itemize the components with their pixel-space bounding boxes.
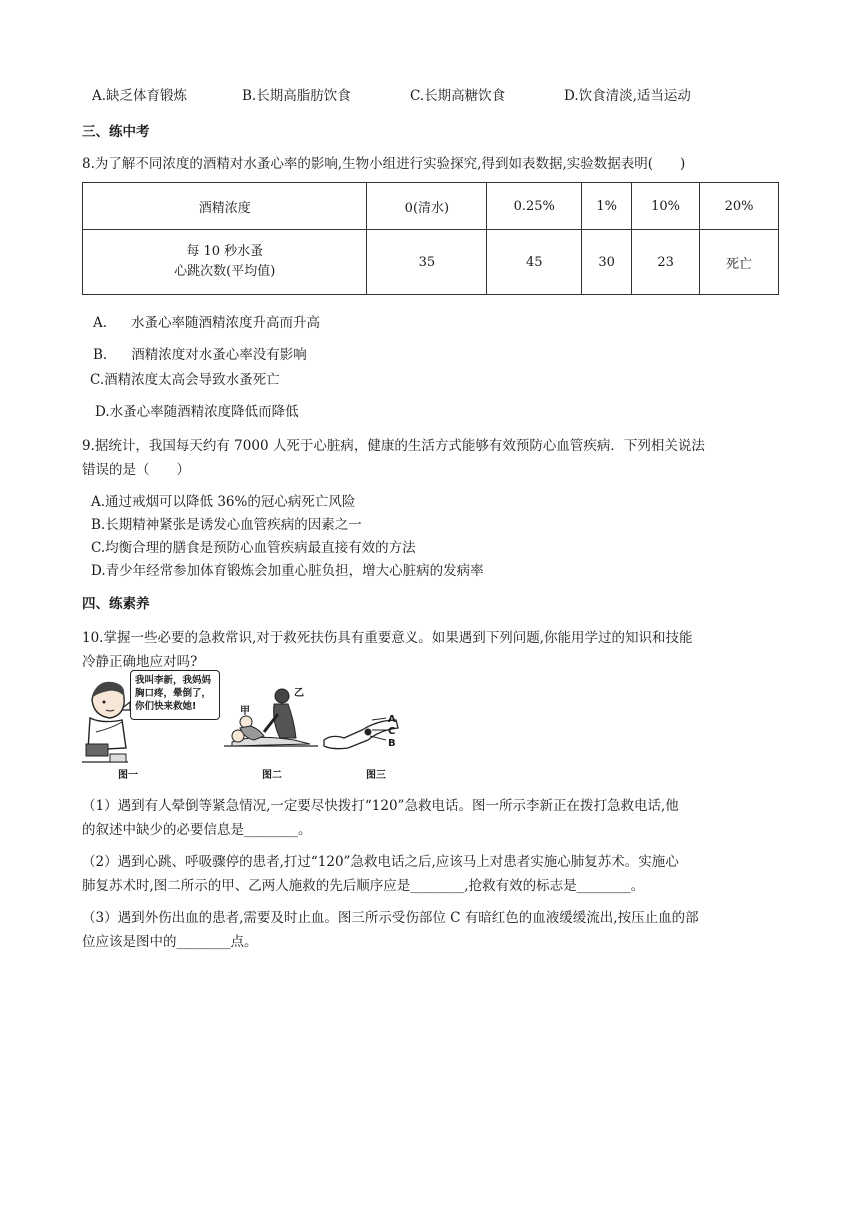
q10-part2-line2: 肺复苏术时,图二所示的甲、乙两人施救的先后顺序应是________,抢救有效的标志是________。 bbox=[82, 878, 645, 894]
option-text: 酒精浓度对水蚤心率没有影响 bbox=[131, 347, 307, 363]
table-row bbox=[83, 183, 779, 230]
q10-part3-line1: （3）遇到外伤出血的患者,需要及时止血。图三所示受伤部位 C 有暗红色的血液缓缓流出,按压止血的部 bbox=[82, 910, 699, 926]
q9-stem-line1: 9.据统计，我国每天约有 7000 人死于心脏病，健康的生活方式能够有效预防心血管疾病．下列相关说法 bbox=[82, 438, 705, 454]
label-jia: 甲 bbox=[240, 706, 250, 717]
label-b: B bbox=[388, 738, 396, 749]
q8-option-a bbox=[93, 311, 320, 331]
q8-stem: 8.为了解不同浓度的酒精对水蚤心率的影响,生物小组进行实验探究,得到如表数据,实验数据表明( ) bbox=[82, 156, 686, 172]
option-text: 水蚤心率随酒精浓度升高而升高 bbox=[131, 315, 321, 331]
q10-part2-line1: （2）遇到心跳、呼吸骤停的患者,打过“120”急救电话之后,应该马上对患者实施心肺复苏术。实施心 bbox=[82, 854, 679, 870]
table-cell: 0(清水) bbox=[367, 183, 487, 230]
q10-part1-line1: （1）遇到有人晕倒等紧急情况,一定要尽快拨打“120”急救电话。图一所示李新正在拨打急救电话,他 bbox=[82, 798, 679, 814]
section3-title: 三、练中考 bbox=[82, 124, 150, 140]
figure3-caption: 图三 bbox=[366, 770, 386, 781]
q7-option-b: B.长期高脂肪饮食 bbox=[242, 88, 351, 104]
q8-data-table bbox=[82, 182, 779, 295]
table-cell: 1% bbox=[582, 183, 632, 230]
speech-bubble: 我叫李新，我妈妈胸口疼，晕倒了，你们快来救她! bbox=[130, 670, 220, 720]
q9-stem-line2: 错误的是（ ） bbox=[82, 462, 190, 478]
q10-part3-line2: 位应该是图中的________点。 bbox=[82, 934, 258, 950]
label-c: C bbox=[388, 726, 396, 737]
q7-option-a: A.缺乏体育锻炼 bbox=[92, 88, 188, 104]
q9-option-b: B.长期精神紧张是诱发心血管疾病的因素之一 bbox=[91, 517, 362, 533]
q7-option-c: C.长期高糖饮食 bbox=[410, 88, 506, 104]
q8-option-c: C.酒精浓度太高会导致水蚤死亡 bbox=[90, 372, 280, 388]
label-line: 心跳次数(平均值) bbox=[174, 264, 276, 279]
figure2-caption: 图二 bbox=[262, 770, 282, 781]
q9-option-d: D.青少年经常参加体育锻炼会加重心脏负担，增大心脏病的发病率 bbox=[91, 563, 484, 579]
table-cell: 10% bbox=[632, 183, 700, 230]
q10-stem-line1: 10.掌握一些必要的急救常识,对于救死扶伤具有重要意义。如果遇到下列问题,你能用学过的知识和技能 bbox=[82, 630, 693, 646]
label-yi: 乙 bbox=[294, 688, 304, 699]
figure1-boy-phone-drawing bbox=[82, 670, 232, 780]
table-cell: 45 bbox=[487, 230, 582, 295]
table-row bbox=[83, 230, 779, 295]
table-cell: 死亡 bbox=[700, 230, 779, 295]
label-line: 每 10 秒水蚤 bbox=[186, 244, 264, 259]
q8-option-b bbox=[93, 343, 307, 363]
option-letter: A. bbox=[93, 315, 108, 331]
q9-option-a: A.通过戒烟可以降低 36%的冠心病死亡风险 bbox=[91, 494, 356, 510]
q10-part1-line2: 的叙述中缺少的必要信息是________。 bbox=[82, 822, 312, 838]
option-letter: B. bbox=[93, 347, 108, 363]
figure2-cpr-drawing bbox=[224, 680, 319, 760]
table-cell: 35 bbox=[367, 230, 487, 295]
figure1-caption: 图一 bbox=[118, 770, 138, 781]
table-cell: 23 bbox=[632, 230, 700, 295]
q8-option-d: D.水蚤心率随酒精浓度降低而降低 bbox=[95, 404, 299, 420]
q10-figures bbox=[82, 670, 414, 780]
label-a: A bbox=[388, 714, 396, 725]
q9-option-c: C.均衡合理的膳食是预防心血管疾病最直接有效的方法 bbox=[91, 540, 416, 556]
table-cell: 30 bbox=[582, 230, 632, 295]
q10-stem-line2: 冷静正确地应对吗? bbox=[82, 654, 198, 670]
table-cell: 酒精浓度 bbox=[83, 183, 367, 230]
section4-title: 四、练素养 bbox=[82, 596, 150, 612]
table-cell: 0.25% bbox=[487, 183, 582, 230]
q7-option-d: D.饮食清淡,适当运动 bbox=[564, 88, 691, 104]
table-cell-label bbox=[83, 230, 367, 295]
table-cell: 20% bbox=[700, 183, 779, 230]
